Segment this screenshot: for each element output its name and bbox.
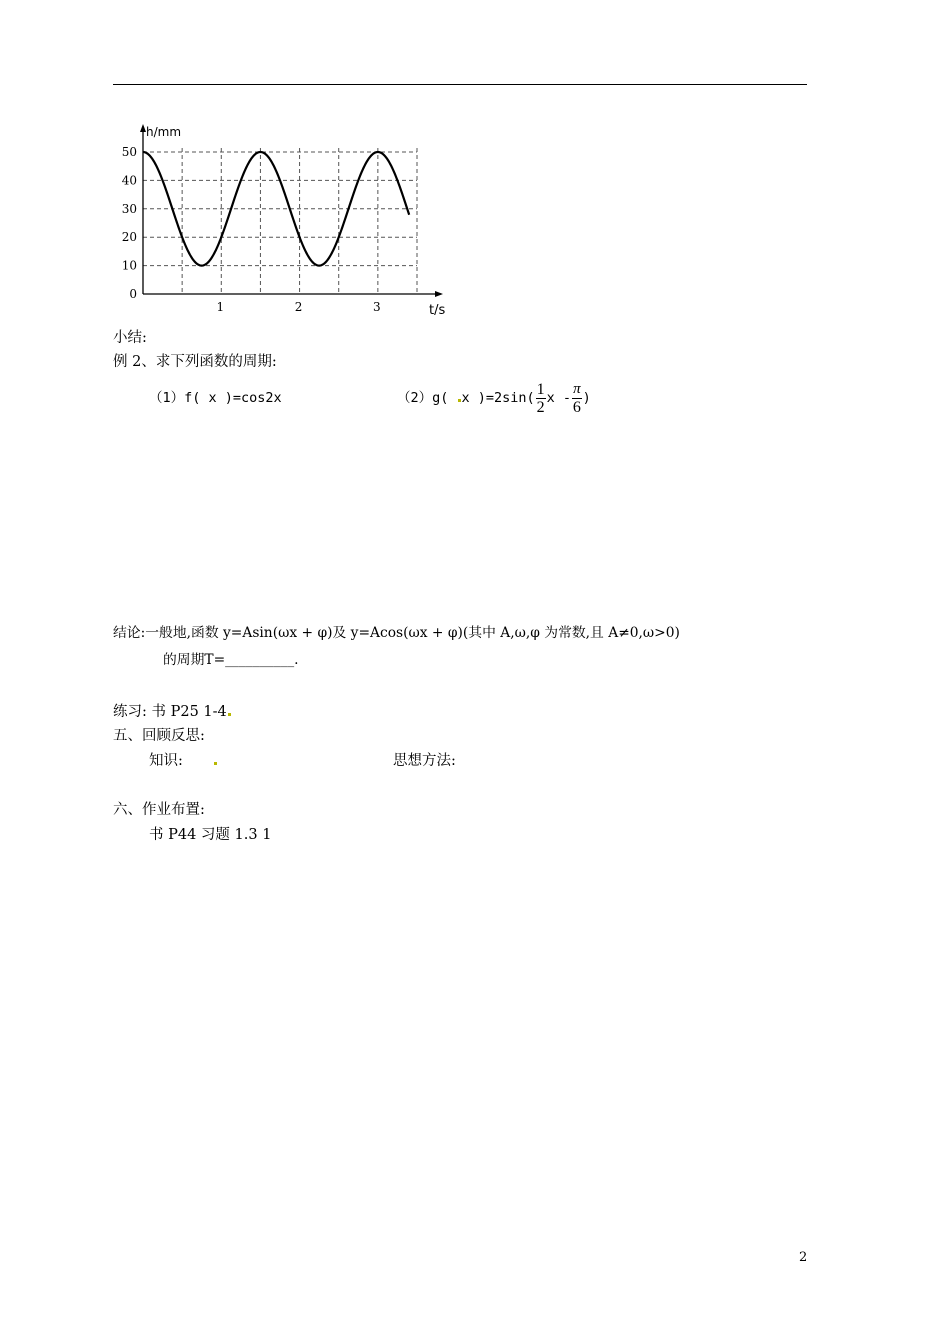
page-number: 2 xyxy=(799,1250,808,1265)
y-tick-label: 10 xyxy=(121,258,137,273)
fraction-one-half xyxy=(536,381,546,416)
example-part-2 xyxy=(397,375,591,421)
section-6-title: 六、作业布置: xyxy=(113,802,205,818)
x-tick-label: 2 xyxy=(294,300,303,314)
marker-dot xyxy=(458,399,461,402)
header-rule xyxy=(113,84,807,85)
section-5-title: 五、回顾反思: xyxy=(113,728,205,744)
frac1-den: 2 xyxy=(536,398,545,416)
frac1-num: 1 xyxy=(536,380,545,398)
chart-grid xyxy=(143,148,417,294)
y-tick-label: 40 xyxy=(121,173,137,188)
conclusion-line-2: 的周期T=__________. xyxy=(163,652,299,668)
summary-label: 小结: xyxy=(113,330,147,346)
knowledge-label xyxy=(149,752,218,770)
y-tick-label: 30 xyxy=(121,201,137,216)
x-tick-label: 1 xyxy=(216,300,225,314)
x-axis-label: t/s xyxy=(429,303,446,318)
marker-dot xyxy=(228,713,231,716)
fraction-pi-sixth xyxy=(572,381,582,416)
conclusion-line-1: 结论:一般地,函数 y=Asin(ωx + φ)及 y=Acos(ωx + φ)(其中 A,ω,φ 为常数,且 A≠0,ω>0) xyxy=(113,625,680,641)
wave-chart xyxy=(112,120,457,320)
knowledge-text: 知识: xyxy=(149,753,183,769)
y-tick-label: 20 xyxy=(121,230,137,245)
ex2-suffix: ) xyxy=(582,390,591,406)
y-axis-label: h/mm xyxy=(146,125,182,139)
method-label: 思想方法: xyxy=(393,753,456,769)
ex2-mid: x - xyxy=(546,390,572,406)
example-part-1-text: （1）f( x )=cos2x xyxy=(149,390,282,406)
example-part-1 xyxy=(149,389,282,407)
ex2-prefix: （2）g( xyxy=(397,390,457,406)
frac2-den: 6 xyxy=(572,398,581,416)
ex2-x: x )=2sin( xyxy=(461,390,535,406)
frac2-num: π xyxy=(573,380,581,397)
example-2-title: 例 2、求下列函数的周期: xyxy=(113,354,277,370)
y-tick-label: 0 xyxy=(129,287,137,301)
practice-line xyxy=(113,703,232,721)
homework-line: 书 P44 习题 1.3 1 xyxy=(149,827,272,843)
marker-dot xyxy=(214,762,217,765)
practice-text: 练习: 书 P25 1-4 xyxy=(113,704,227,720)
x-axis-arrow xyxy=(435,291,443,297)
y-tick-label: 50 xyxy=(121,145,137,159)
x-tick-label: 3 xyxy=(373,300,381,314)
